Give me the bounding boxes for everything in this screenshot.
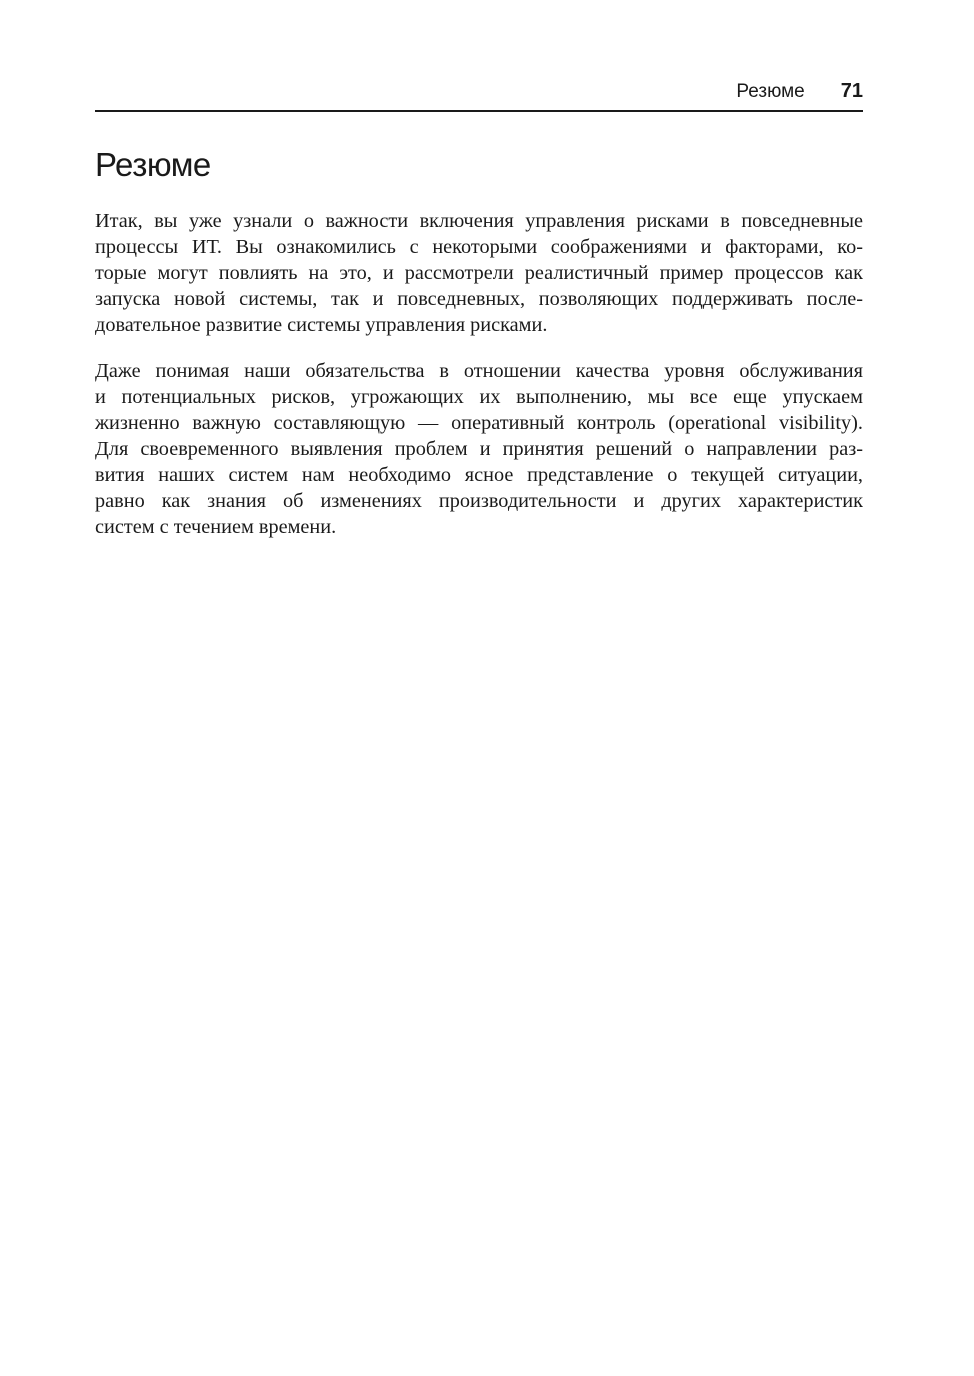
paragraph-line: Для своевременного выявления проблем и принятия решений о направлении раз- [95, 438, 863, 460]
running-header [95, 78, 863, 112]
paragraph-line: равно как знания об изменениях производительности и других характеристик [95, 490, 863, 512]
running-header-title: Резюме [736, 81, 805, 102]
paragraph-line: процессы ИТ. Вы ознакомились с некоторыми соображениями и факторами, ко- [95, 236, 863, 258]
page-number: 71 [840, 80, 863, 102]
paragraph-2 [95, 358, 863, 540]
running-header-content [736, 80, 863, 103]
paragraph-line: довательное развитие системы управления рисками. [95, 314, 548, 336]
paragraph-line: торые могут повлиять на это, и рассмотрели реалистичный пример процессов как [95, 262, 863, 284]
paragraph-line: Итак, вы уже узнали о важности включения управления рисками в повседневные [95, 210, 863, 232]
paragraph-line: Даже понимая наши обязательства в отношении качества уровня обслуживания [95, 360, 863, 382]
paragraph-line: вития наших систем нам необходимо ясное представление о текущей ситуации, [95, 464, 863, 486]
paragraph-line: жизненно важную составляющую — оперативный контроль (operational visibility). [95, 412, 863, 434]
paragraph-line: запуска новой системы, так и повседневных, позволяющих поддерживать после- [95, 288, 863, 310]
paragraph-1 [95, 208, 863, 338]
paragraph-line: и потенциальных рисков, угрожающих их выполнению, мы все еще упускаем [95, 386, 863, 408]
paragraph-line: систем с течением времени. [95, 516, 337, 538]
body-text [95, 208, 863, 560]
section-title: Резюме [95, 146, 211, 183]
